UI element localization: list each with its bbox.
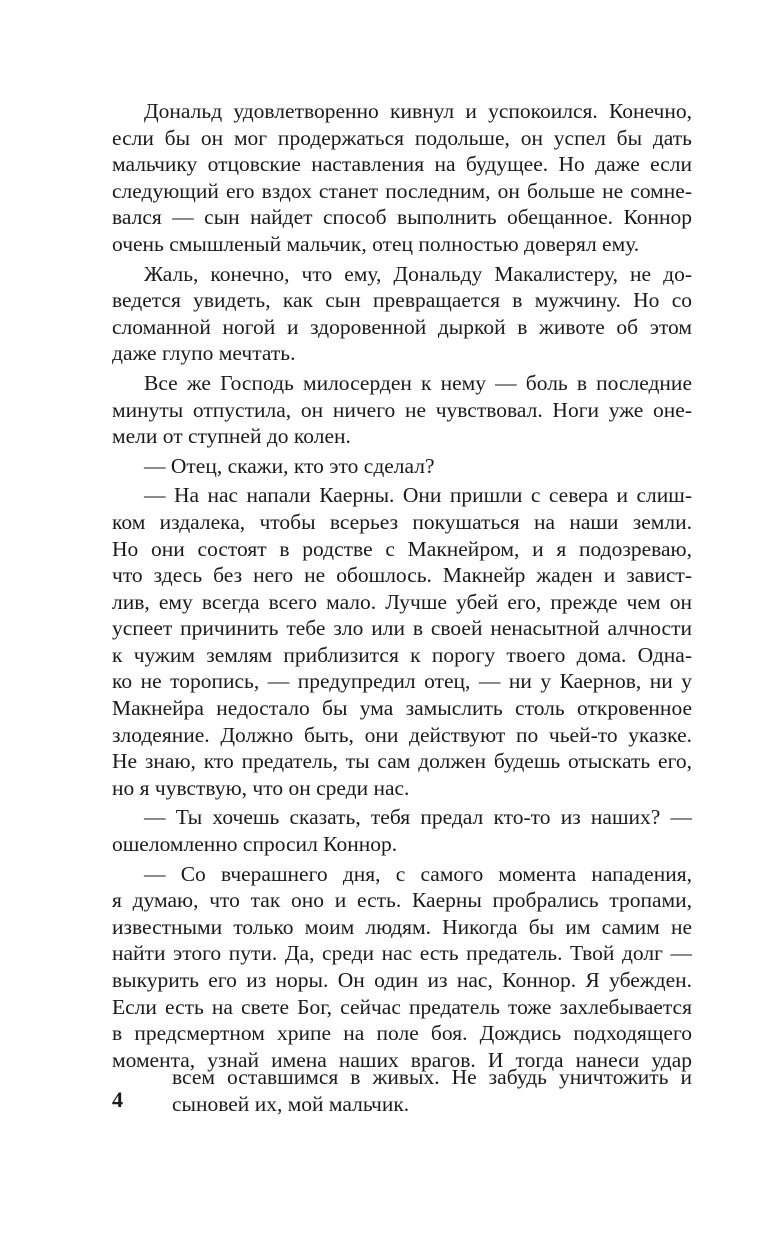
text-line: сыновей их, мой мальчик.	[172, 1091, 410, 1116]
text-line: Макнейра недостало бы ума замыслить столь откровенное	[112, 696, 692, 721]
page-number: 4	[112, 1087, 123, 1112]
text-line: лив, ему всегда всего мало. Лучше убей его, прежде чем он	[112, 589, 692, 614]
paragraph-5	[112, 482, 692, 801]
text-line: к чужим землям приблизится к порогу твоего дома. Одна-	[112, 642, 692, 667]
text-line: мели от ступней до колен.	[112, 424, 351, 449]
text-line: Жаль, конечно, что ему, Дональду Макалистеру, не до-	[144, 261, 692, 286]
text-line: вался — сын найдет способ выполнить обещанное. Коннор	[112, 205, 692, 230]
text-line: даже глупо мечтать.	[112, 341, 296, 366]
text-line: выкурить его из норы. Он один из нас, Коннор. Я убежден.	[112, 968, 692, 992]
text-line: мальчику отцовские наставления на будущее. Но даже если	[112, 152, 692, 177]
text-line: Но они состоят в родстве с Макнейром, и я подозреваю,	[112, 536, 692, 561]
text-line: — На нас напали Каерны. Они пришли с севера и слиш-	[144, 483, 692, 508]
text-line: найти этого пути. Да, среди нас есть предатель. Твой долг —	[112, 941, 692, 966]
text-line: известными только моим людям. Никогда бы им самим не	[112, 914, 692, 939]
text-line: — Ты хочешь сказать, тебя предал кто-то из наших? —	[144, 805, 692, 830]
text-line: успеет причинить тебе зло или в своей ненасытной алчности	[112, 616, 692, 641]
paragraph-3	[112, 370, 692, 450]
paragraph-7	[112, 861, 692, 1074]
paragraph-1	[112, 98, 692, 258]
text-line: ведется увидеть, как сын превращается в мужчину. Но со	[112, 288, 692, 313]
text-line: момента, узнай имена наших врагов. И тогда нанеси удар	[112, 1047, 692, 1072]
text-line: — Со вчерашнего дня, с самого момента нападения,	[144, 861, 692, 886]
text-line: Если есть на свете Бог, сейчас предатель тоже захлебывается	[112, 994, 692, 1019]
text-line: если бы он мог продержаться подольше, он успел бы дать	[112, 125, 692, 150]
text-line: следующий его вздох станет последним, он больше не сомне-	[112, 178, 692, 203]
text-line: что здесь без него не обошлось. Макнейр жаден и завист-	[112, 563, 692, 588]
text-line: но я чувствую, что он среди нас.	[112, 775, 410, 800]
text-line: минуты отпустила, он ничего не чувствовал. Ноги уже оне-	[112, 397, 692, 422]
paragraph-2	[112, 261, 692, 367]
text-line: — Отец, скажи, кто это сделал?	[144, 453, 435, 478]
text-line: в предсмертном хрипе на поле боя. Дождись подходящего	[112, 1021, 692, 1046]
text-line: злодеяние. Должно быть, они действуют по чьей-то указке.	[112, 722, 692, 747]
text-line: ко не торопись, — предупредил отец, — ни у Каернов, ни у	[112, 669, 692, 694]
page-tail	[172, 1064, 692, 1117]
text-line: ошеломленно спросил Коннор.	[112, 832, 398, 857]
text-line: Все же Господь милосерден к нему — боль в последние	[144, 370, 692, 395]
text-line: Не знаю, кто предатель, ты сам должен будешь отыскать его,	[112, 749, 692, 774]
text-line: сломанной ногой и здоровенной дыркой в животе об этом	[112, 314, 692, 339]
text-line: очень смышленый мальчик, отец полностью доверял ему.	[112, 231, 640, 256]
paragraph-4	[112, 453, 692, 480]
text-line: всем оставшимся в живых. Не забудь уничтожить и	[172, 1065, 692, 1089]
text-line: Дональд удовлетворенно кивнул и успокоился. Конечно,	[144, 99, 692, 123]
page-body	[112, 98, 692, 1073]
text-line: ком издалека, чтобы всерьез покушаться на наши земли.	[112, 509, 692, 534]
text-line: я думаю, что так оно и есть. Каерны пробрались тропами,	[112, 888, 692, 913]
paragraph-6	[112, 804, 692, 857]
